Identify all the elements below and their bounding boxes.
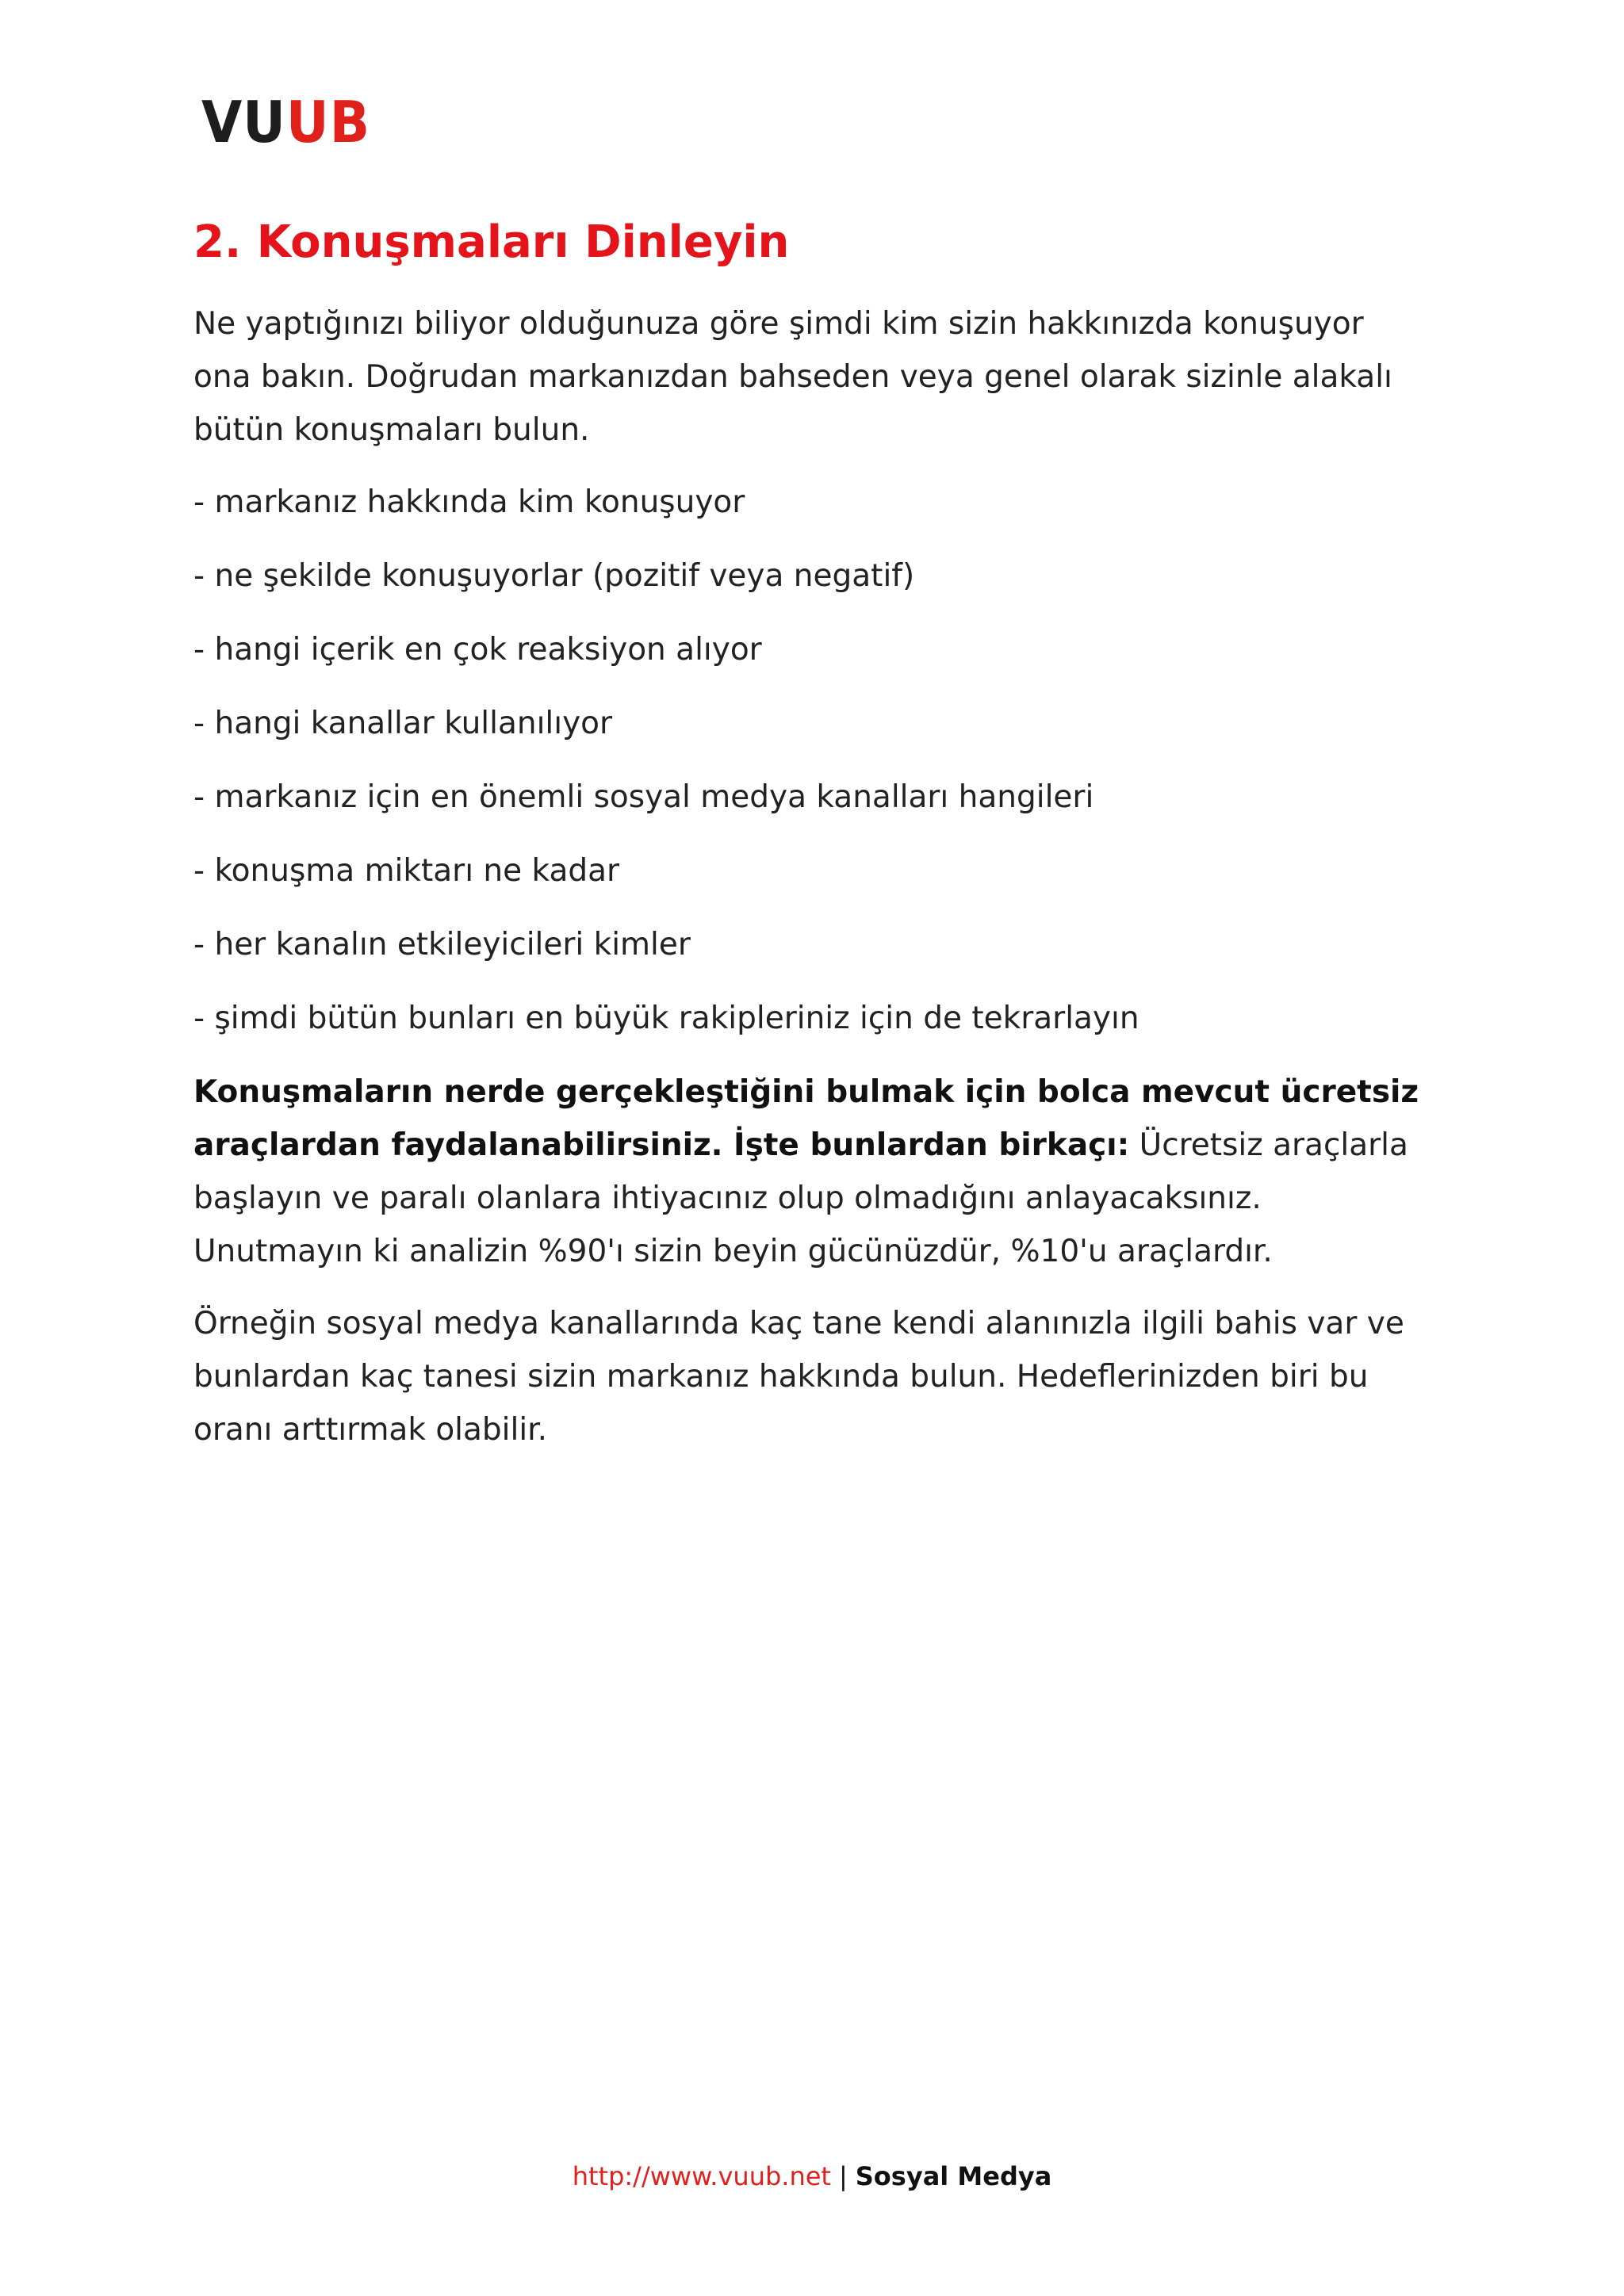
footer-link[interactable]: http://www.vuub.net bbox=[572, 2161, 831, 2191]
footer-section-name: Sosyal Medya bbox=[855, 2161, 1052, 2191]
list-item: - markanız hakkında kim konuşuyor bbox=[193, 484, 745, 521]
section-title: 2. Konuşmaları Dinleyin bbox=[193, 216, 790, 268]
list-item: - markanız için en önemli sosyal medya kanalları hangileri bbox=[193, 779, 1094, 816]
logo-text-red: UB bbox=[285, 89, 371, 155]
bullet-list bbox=[193, 476, 1431, 1045]
tools-paragraph bbox=[193, 1066, 1431, 1278]
list-item: - hangi kanallar kullanılıyor bbox=[193, 706, 613, 742]
vuub-logo bbox=[201, 89, 371, 155]
example-paragraph: Örneğin sosyal medya kanallarında kaç tane kendi alanınızla ilgili bahis var ve bunlardan kaç tanesi sizin markanız hakkında bulun. Hedeflerinizden biri bu oranı arttırmak olabilir. bbox=[193, 1306, 1404, 1448]
logo-text-dark: VU bbox=[201, 89, 286, 155]
intro-paragraph: Ne yaptığınızı biliyor olduğunuza göre şimdi kim sizin hakkınızda konuşuyor ona bakın. Doğrudan markanızdan bahseden veya genel olarak sizinle alakalı bütün konuşmaları bulun. bbox=[193, 306, 1392, 449]
footer-separator: | bbox=[838, 2161, 848, 2191]
main-content bbox=[193, 216, 1431, 1456]
tools-regular-text: Ücretsiz araçlarla başlayın ve paralı olanlara ihtiyacınız olup olmadığını anlayacaksınız. Unutmayın ki analizin %90'ı sizin beyin gücünüzdür, %10'u araçlardır. bbox=[193, 1127, 1408, 1270]
list-item: - ne şekilde konuşuyorlar (pozitif veya negatif) bbox=[193, 558, 915, 595]
list-item: - hangi içerik en çok reaksiyon alıyor bbox=[193, 632, 762, 668]
tools-bold-text: Konuşmaların nerde gerçekleştiğini bulmak için bolca mevcut ücretsiz araçlardan faydalanabilirsiniz. İşte bunlardan birkaçı: bbox=[193, 1074, 1419, 1164]
list-item: - konuşma miktarı ne kadar bbox=[193, 853, 620, 890]
list-item: - her kanalın etkileyicileri kimler bbox=[193, 927, 691, 963]
list-item: - şimdi bütün bunları en büyük rakipleriniz için de tekrarlayın bbox=[193, 1001, 1139, 1037]
page-footer bbox=[0, 2161, 1624, 2191]
